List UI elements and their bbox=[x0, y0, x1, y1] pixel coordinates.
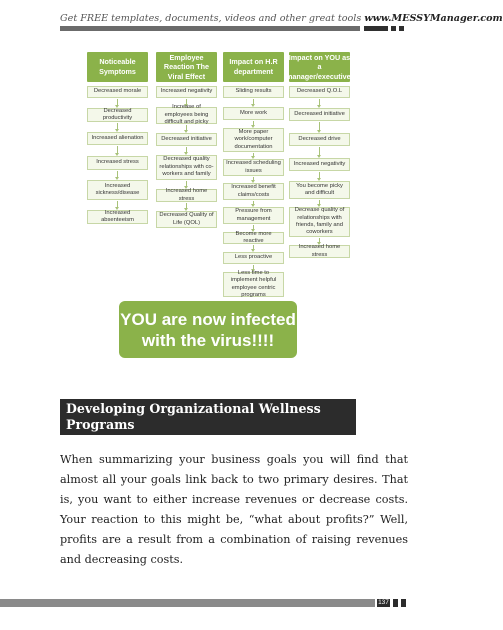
chart-item: Increased alienation bbox=[87, 132, 148, 145]
header-rule bbox=[60, 26, 408, 31]
chart-item: Decreased quality relationships with co-workers and family bbox=[156, 155, 217, 180]
chart-item: Increased benefit claims/costs bbox=[223, 183, 284, 200]
header-tagline: Get FREE templates, documents, videos and other great tools bbox=[60, 13, 365, 24]
virus-banner: YOU are now infected with the virus!!!! bbox=[119, 301, 297, 358]
footer-rule bbox=[0, 599, 420, 607]
column-header: Impact on YOU as a manager/executive! bbox=[285, 52, 354, 81]
chart-item: More paper work/computer documentation bbox=[223, 128, 284, 152]
chart-item: Increased scheduling issues bbox=[223, 159, 284, 176]
chart-item: More work bbox=[223, 107, 284, 120]
chart-item: You become picky and difficult bbox=[289, 181, 350, 199]
chart-item: Decreased productivity bbox=[87, 108, 148, 122]
body-paragraph: When summarizing your business goals you will find that almost all your goals link back to two primary desires. That is, you want to either increase revenues or decrease costs. Your reaction to this might be, “what about profits?” Well, profits are a result from a combination of raising revenues and decreasing costs. bbox=[60, 453, 408, 566]
chart-item: Decreased Q.O.L bbox=[289, 86, 350, 98]
page-header bbox=[60, 13, 503, 24]
chart-item: Sliding results bbox=[223, 86, 284, 98]
chart-item: Become more reactive bbox=[223, 232, 284, 244]
column-header: Impact on H.R department bbox=[223, 52, 284, 82]
section-heading: Developing Organizational Wellness Programs bbox=[60, 399, 356, 435]
chart-item: Increased home stress bbox=[289, 245, 350, 258]
chart-item: Increased negativity bbox=[289, 158, 350, 171]
chart-item: Decrease quality of relationships with friends, family and coworkers bbox=[289, 207, 350, 237]
chart-item: Increased stress bbox=[87, 156, 148, 170]
chart-item: Increased negativity bbox=[156, 86, 217, 98]
chart-column-hr-impact bbox=[223, 52, 284, 302]
chart-column-manager-impact bbox=[285, 52, 354, 302]
chart-item: Decreased Quality of Life (QOL) bbox=[156, 211, 217, 228]
chart-item: Less proactive bbox=[223, 252, 284, 264]
chart-item: Pressure from management bbox=[223, 207, 284, 224]
page-number: 137 bbox=[378, 599, 389, 606]
chart-item: Decreased morale bbox=[87, 86, 148, 98]
chart-column-symptoms bbox=[87, 52, 148, 302]
chart-item: Decreased initiative bbox=[289, 108, 350, 121]
chart-item: Increased absenteeism bbox=[87, 210, 148, 224]
chart-item: Increased sickness/disease bbox=[87, 180, 148, 200]
chart-item: Decreased drive bbox=[289, 133, 350, 146]
column-header: Employee Reaction The Viral Effect bbox=[156, 52, 217, 82]
chart-column-employee-reaction bbox=[156, 52, 217, 302]
chart-item: Less time to implement helpful employee centric programs bbox=[223, 272, 284, 297]
column-header: Noticeable Symptoms bbox=[87, 52, 148, 82]
header-brand[interactable]: www.MESSYManager.com bbox=[364, 13, 503, 24]
chart-item: Increased home stress bbox=[156, 189, 217, 202]
chart-item: Increase of employees being difficult and picky bbox=[156, 107, 217, 124]
chart-item: Decreased initiative bbox=[156, 133, 217, 146]
